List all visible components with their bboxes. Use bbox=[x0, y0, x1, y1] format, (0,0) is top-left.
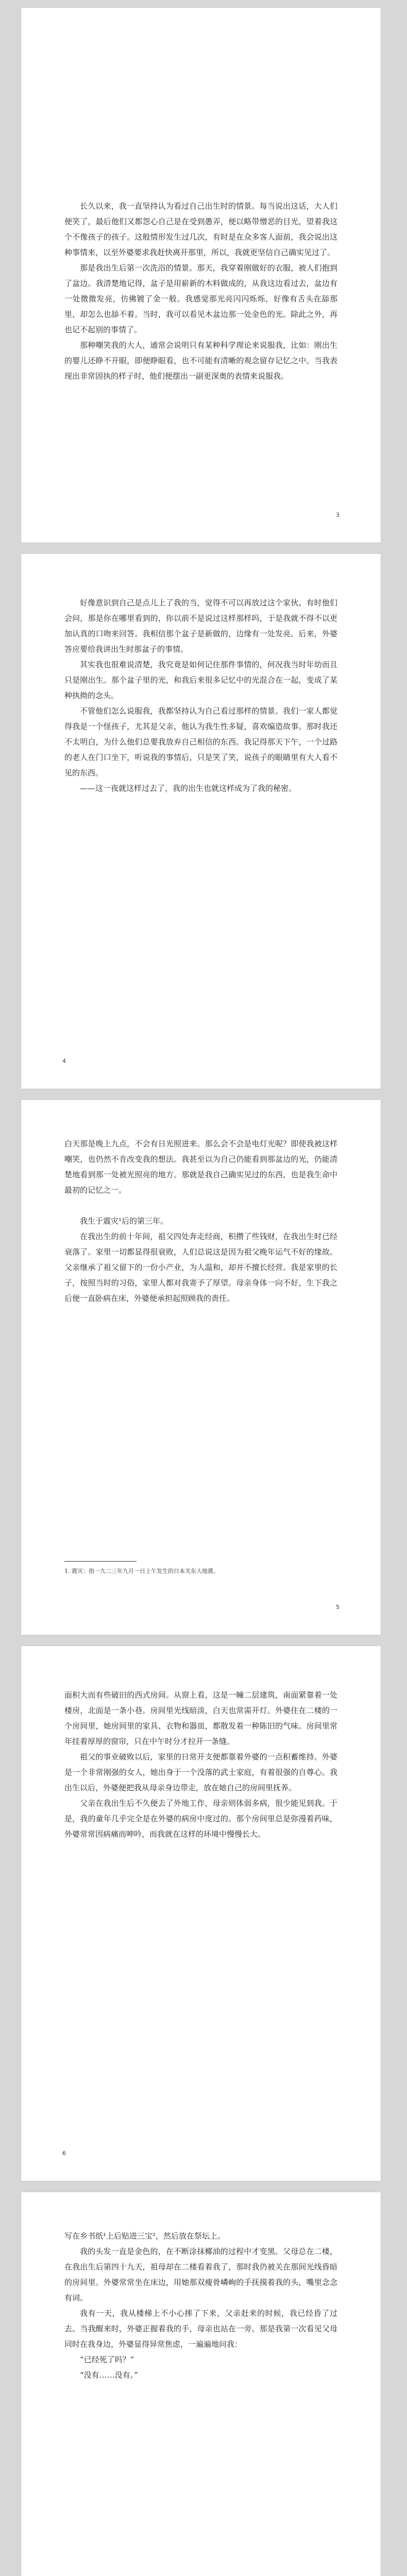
page-number: 3 bbox=[336, 512, 340, 518]
paragraph: 那种嘲笑我的大人，通常会说明只有某种科学理论来说服我，比如：刚出生的婴儿还睁不开眼，即便睁眼看，也不可能有清晰的观念留存记忆之中。当我表现出非常固执的样子时，他们便摆出一副更深奥的表情来说服我。 bbox=[64, 341, 337, 381]
paragraph: ——这一夜就这样过去了，我的出生也就这样成为了我的秘密。 bbox=[80, 784, 297, 793]
footnote: 1. 震灾：指一九二三年九月一日上午发生的日本关东大地震。 bbox=[64, 1568, 219, 1574]
paragraph: 长久以来，我一直坚持认为看过自己出生时的情景。每当说出这话，大人们便笑了，最后他们又都怨心自己是在受到愚弄，便以略带憎恶的目光，望着我这个不像孩子的孩子。这般情形发生过几次，有时是在众多客人面前，我会说出这种事情来，以至外婆要求我赶快离开那里，所以，我就更坚信自己确实见过了。 bbox=[64, 201, 337, 257]
page-number: 6 bbox=[62, 2150, 66, 2157]
paragraph: 不管他们怎么说服我，我都坚持认为自己看过那样的情景。我们一家人都觉得我是一个怪孩子，尤其是父亲，他认为我生性多疑，喜欢编造故事。那时我还不太明白，为什么他们总要我放弃自己相信的东西。我记得那天下午，一个过路的老人在门口坐下，听说我的事情后，只是笑了笑，说孩子的眼睛里有大人看不见的东西。 bbox=[64, 706, 337, 777]
paragraph: 我有一天，我从楼梯上不小心摔了下来，父亲赶来的时候，我已经昏了过去。当我醒来时，外婆正握着我的手，母亲也站在一旁。那是我第一次看见父母同时在我身边，外婆显得异常焦虑，一遍遍地问我： bbox=[64, 2309, 337, 2349]
paragraph: 其实我也很难说清楚，我究竟是如何记住那件事情的，何况我当时年幼而且只是刚出生。那个盆子里的光，和我后来很多记忆中的光混合在一起，变成了某种执拗的念头。 bbox=[64, 660, 337, 700]
dialogue-line: “没有……没有。” bbox=[80, 2370, 138, 2380]
paragraph: 白天那是晚上九点，不会有日光照进来。那么会不会是电灯光呢？即使我被这样嘲笑，也仍然不肯改变我的想法。我甚至以为自己仍能看到那盆边的光，仍能清楚地看到那一处被光照亮的地方。那就是我自己确实见过的东西，也是我生命中最初的记忆之一。 bbox=[64, 1139, 337, 1195]
footnote-rule bbox=[64, 1561, 137, 1562]
book-page bbox=[21, 2192, 381, 2576]
book-page bbox=[21, 1099, 381, 1635]
page-number: 4 bbox=[62, 1058, 66, 1064]
paragraph: 写在乡书纸¹上后贴进三宝²，然后放在祭坛上。 bbox=[64, 2231, 226, 2241]
paragraph: 好像意识到自己是点儿上了我的当，觉得不可以再放过这个家伙。有时他们会问，那是你在哪里看到的，你以前不是说过这样那样吗，于是我就不得不以更加认真的口吻来回答。我相信那个盆子是新做的，边缘有一处发亮。后来，外婆答应要给我讲出生时那盆子的事情。 bbox=[64, 598, 337, 654]
paragraph: 面积大而有些破旧的西式房间。从窗上看，这是一幢二层建筑，南面紧靠着一处楼房，北面是一条小巷。房间里光线暗淡，白天也常需开灯。外婆住在二楼的一个房间里，她房间里的家具、衣物和器皿，都散发着一种陈旧的气味。房间里常年挂着厚厚的窗帘，只在中午时分才拉开一条缝。 bbox=[64, 1690, 337, 1746]
paragraph: 我的头发一直是金色的，在不断涂抹椰油的过程中才变黑。父母总在二楼，在我出生后第四十九天，祖母却在二楼看着我了，那时我仍被关在那间光线昏暗的房间里。外婆常常坐在床边，用她那双瘦骨嶙峋的手抚摸着我的头，嘴里念念有词。 bbox=[64, 2247, 337, 2302]
book-page bbox=[21, 553, 381, 1089]
paragraph: 祖父的事业破败以后，家里的日常开支便都靠着外婆的一点积蓄维持。外婆是一个非常刚强的女人，她出身于一个没落的武士家庭，有着很强的自尊心。我出生以后，外婆便把我从母亲身边带走，放在她自己的房间里抚养。 bbox=[64, 1752, 337, 1792]
paragraph: 父亲在我出生后不久便去了外地工作，母亲则体弱多病，很少能见到我。于是，我的童年几乎完全是在外婆的病房中度过的。那个房间里总是弥漫着药味，外婆常常因病痛而呻吟，而我就在这样的环境中慢慢长大。 bbox=[64, 1799, 337, 1839]
dialogue-line: “已经死了吗？” bbox=[80, 2355, 134, 2364]
paragraph: 在我出生的前十年间，祖父四处奔走经商，积攒了些钱财，在我出生时已经衰落了。家里一切都显得很衰败，人们总说这是因为祖父晚年运气不好的缘故。父亲继承了祖父留下的一份小产业，为人温和，却并不擅长经营。我是家里的长子，按照当时的习俗，家里人都对我寄予了厚望。母亲身体一向不好，生下我之后便一直卧病在床，外婆便承担起照顾我的责任。 bbox=[64, 1232, 337, 1303]
paragraph: 那是我出生后第一次洗浴的情景。那天，我穿着刚做好的衣服，被人们抱到了盆边。我清楚地记得，盆子是用崭新的木料做成的，从我这边看过去，盆边有一处微微发亮，仿佛镀了金一般。我感觉那光亮闪闪烁烁，好像有舌头在舔那里，却怎么也舔不着。当时，我可以看见木盆边那一处金色的光。除此之外，再也记不起别的事情了。 bbox=[64, 263, 337, 334]
book-page bbox=[21, 1646, 381, 2181]
book-page bbox=[21, 7, 381, 543]
top-bar bbox=[0, 0, 407, 7]
page-number: 5 bbox=[336, 1604, 340, 1611]
paragraph: 我生于震灾¹后的第三年。 bbox=[80, 1216, 168, 1226]
